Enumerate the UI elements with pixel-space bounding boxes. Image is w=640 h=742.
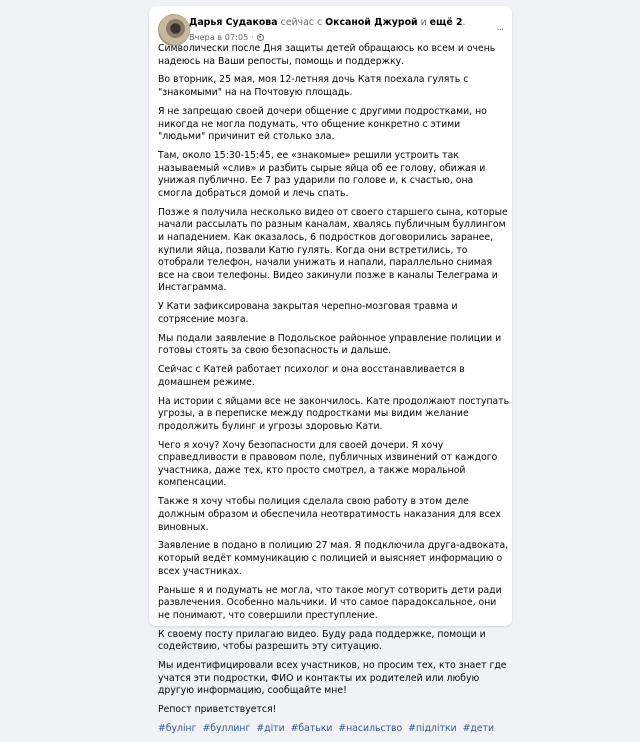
hashtag-link[interactable]: #діти [256,723,285,735]
hashtag-link[interactable]: #булінг [158,723,197,735]
period: . [462,17,466,28]
post-paragraph: На истории с яйцами все не закончилось. Кате продолжают поступать угрозы, а в переписке между подростками мы видим желание продолжить булинг и угрозы здоровью Кати. [158,395,510,432]
activity-text: сейчас с [280,17,323,28]
post-header-line [189,17,466,28]
hashtag-link[interactable]: #буллинг [202,723,251,735]
post-paragraph: Репост приветствуется! [158,704,277,716]
hashtag-list [158,723,510,736]
timestamp-link[interactable]: Вчера в 07:05 [189,32,249,42]
post-meta [189,32,264,42]
post-paragraph: К своему посту прилагаю видео. Буду рада поддержке, помощи и содействию, чтобы разрешить эту ситуацию. [158,628,486,653]
author-avatar[interactable] [158,14,190,46]
post-body [158,43,510,742]
post-card [149,6,512,735]
post-paragraph: Чего я хочу? Хочу безопасности для своей дочери. Я хочу справедливости в правовом поле, публичных извинений от каждого участника, даже тех, кто просто смотрел, а также моральной компенсации. [158,439,498,489]
others-link[interactable]: ещё 2 [429,17,463,28]
hashtag-link[interactable]: #насильство [338,723,403,735]
post-paragraph: Позже я получила несколько видео от своего старшего сына, которые начали рассылать по разным каналам, хвалясь публичным буллингом и нападением. Как оказалось, 6 подростков договорились заранее, купили яйца, позвали Катю гулять. Когда они встретились, то отобрали телефон, начали унижать и напали, параллельно снимая все на свои телефоны. Видео закинули позже в каналы Телеграма и Инстаграмма. [158,206,508,294]
post-paragraph: Там, около 15:30-15:45, ее «знакомые» решили устроить так называемый «слив» и разбить сырые яйца об ее голову, обижая и унижая публично. Ее 7 раз ударили по голове и, к счастью, она смогла добраться домой и лечь спать. [158,150,486,199]
post-paragraph: У Кати зафиксирована закрытая черепно-мозговая травма и сотрясение мозга. [158,301,458,325]
author-name-link[interactable]: Дарья Судакова [189,17,278,28]
post-paragraph: Символически после Дня защиты детей обращаюсь ко всем и очень надеюсь на Ваши репосты, помощь и поддержку. [158,43,496,67]
post-paragraph: Также я хочу чтобы полиция сделала свою работу в этом деле должным образом и обеспечила неотвратимость наказания для всех виновных. [158,496,501,533]
post-paragraph: Во вторник, 25 мая, моя 12-летняя дочь Катя поехала гулять с "знакомыми" на на Почтовую площадь. [158,74,469,99]
post-paragraph: Я не запрещаю своей дочери общение с другими подростками, но никогда не могла подумать, что общение конкретно с этими "людьми" причинит ей столько зла. [158,105,487,143]
hashtag-link[interactable]: #дети [462,723,495,735]
post-paragraph: Раньше я и подумать не могла, что такое могут сотворить дети ради развлечения. Особенно мальчики. И что самое парадоксальное, они не понимают, что совершили преступление. [158,584,502,621]
hashtag-link[interactable]: #батьки [290,723,333,735]
hashtag-link[interactable]: #підлітки [408,723,457,735]
more-options-icon[interactable]: ··· [496,25,503,36]
separator: · [250,32,254,42]
and-text: и [420,17,427,28]
post-paragraph: Мы подали заявление в Подольское районное управление полиции и готовы стоять за свою безопасность и дальше. [158,332,502,357]
globe-icon[interactable] [257,34,264,41]
post-paragraph: Заявление в подано в полицию 27 мая. Я подключила друга-адвоката, который ведёт коммуникацию с полицией и выясняет информацию о всех участниках. [158,540,509,577]
post-paragraph: Мы идентифицировали всех участников, но просим тех, кто знает где учатся эти подростки, ФИО и контакты их родителей или любую другую информацию, сообщайте мне! [158,660,507,697]
post-paragraph: Сейчас с Катей работает психолог и она восстанавливается в домашнем режиме. [158,364,465,388]
tagged-person-link[interactable]: Оксаной Джурой [325,17,418,28]
